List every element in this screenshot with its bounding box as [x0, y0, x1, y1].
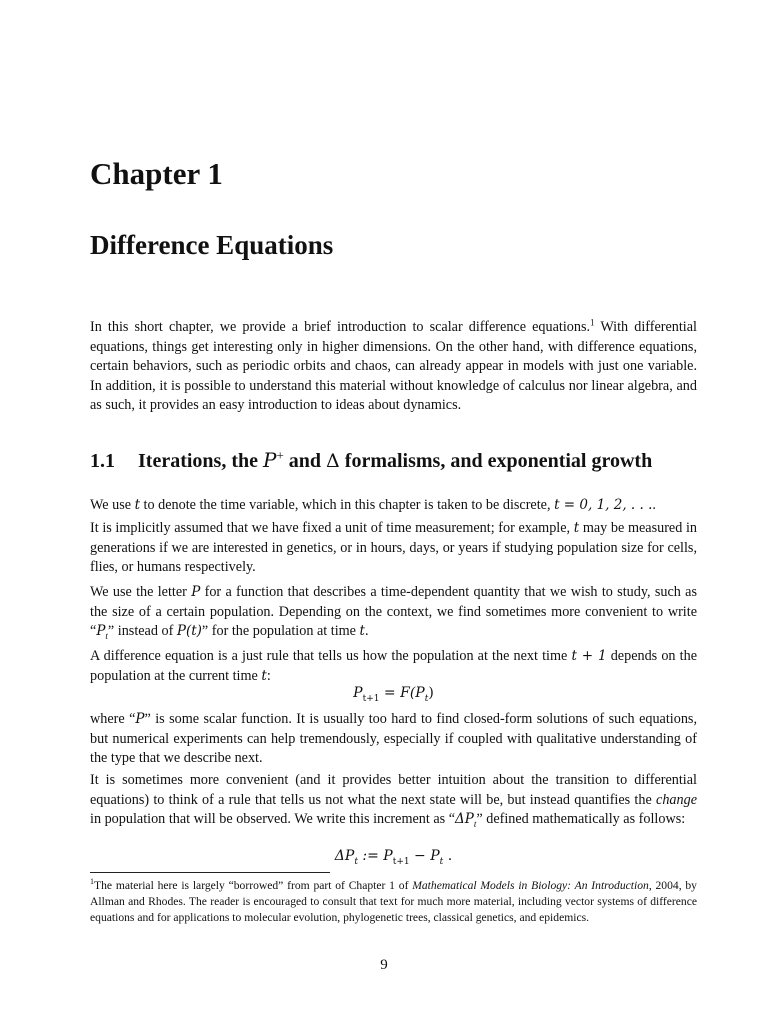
paragraph-scalar-function: where “P” is some scalar function. It is usually too hard to find closed-form solutions of such equations, but numerical experiments can help tremendously, especially if coupled with qualitative understanding of the type that we describe next. — [90, 711, 697, 767]
footnote-marker: 1 — [90, 877, 94, 887]
intro-paragraph: In this short chapter, we provide a brief introduction to scalar difference equations.$^1$ With differential equations, things get interesting only in higher dimensions. On the other hand, with difference equations, certain behaviors, such as periodic orbits and chaos, can already appear in models with just one variable. In addition, it is possible to understand this material without knowledge of calculus nor linear algebra, and as such, it provides an easy introduction to ideas about dynamics. — [90, 317, 697, 414]
equation-delta-definition: $\Delta P_t$ := $P_{t+1} - P_t$ . — [334, 848, 453, 867]
paragraph-population-function: We use the letter P for a function that describes a time-dependent quantity that we wish to study, such as the size of a certain population. Depending on the context, we find sometimes more convenient to write “$P_t$” instead of P(t)” for the population at time t. — [90, 584, 697, 642]
footnote-divider — [90, 872, 330, 873]
chapter-title: Difference Equations — [90, 230, 334, 260]
page-number: 9 — [380, 957, 388, 973]
footnote: $^1$The material here is largely “borrowed” from part of Chapter 1 of Mathematical Models in Biology: An Introduction, 2004, by Allman and Rhodes. The reader is encouraged to consult that text for much more material, including vector systems of difference equations and for applications to molecular evolution, phylogenetic trees, classical genetics, and epidemics. — [90, 877, 697, 924]
chapter-label: Chapter 1 — [90, 156, 223, 191]
book-title: Mathematical Models in Biology: An Introduction — [412, 879, 649, 892]
paragraph-increment: It is sometimes more convenient (and it provides better intuition about the transition to differential equations) to think of a rule that tells us not what the next state will be, but instead quantifies the change in population that will be observed. We write this increment as “$\Delta P_t$” defined mathematically as follows: — [90, 772, 697, 830]
footnote-ref[interactable]: 1 — [590, 317, 595, 328]
paragraph-time-unit: It is implicitly assumed that we have fixed a unit of time measurement; for example, t may be measured in generations if we are interested in genetics, or in hours, days, or years if studying population size for cells, flies, or humans respectively. — [90, 520, 697, 576]
section-heading: 1.1 Iterations, the P+ and Δ formalisms, and exponential growth — [90, 446, 710, 475]
section-number: 1.1 — [90, 450, 115, 472]
emphasis-change: change — [656, 791, 697, 808]
paragraph-difference-equation: A difference equation is a just rule that tells us how the population at the next time t + 1 depends on the population at the current time t: — [90, 648, 697, 684]
equation-recurrence: $P_{t+1} = F(P_t)$ — [353, 685, 434, 704]
paragraph-time-variable: We use t to denote the time variable, which in this chapter is taken to be discrete, t = 0, 1, 2, . . .. — [90, 497, 656, 513]
